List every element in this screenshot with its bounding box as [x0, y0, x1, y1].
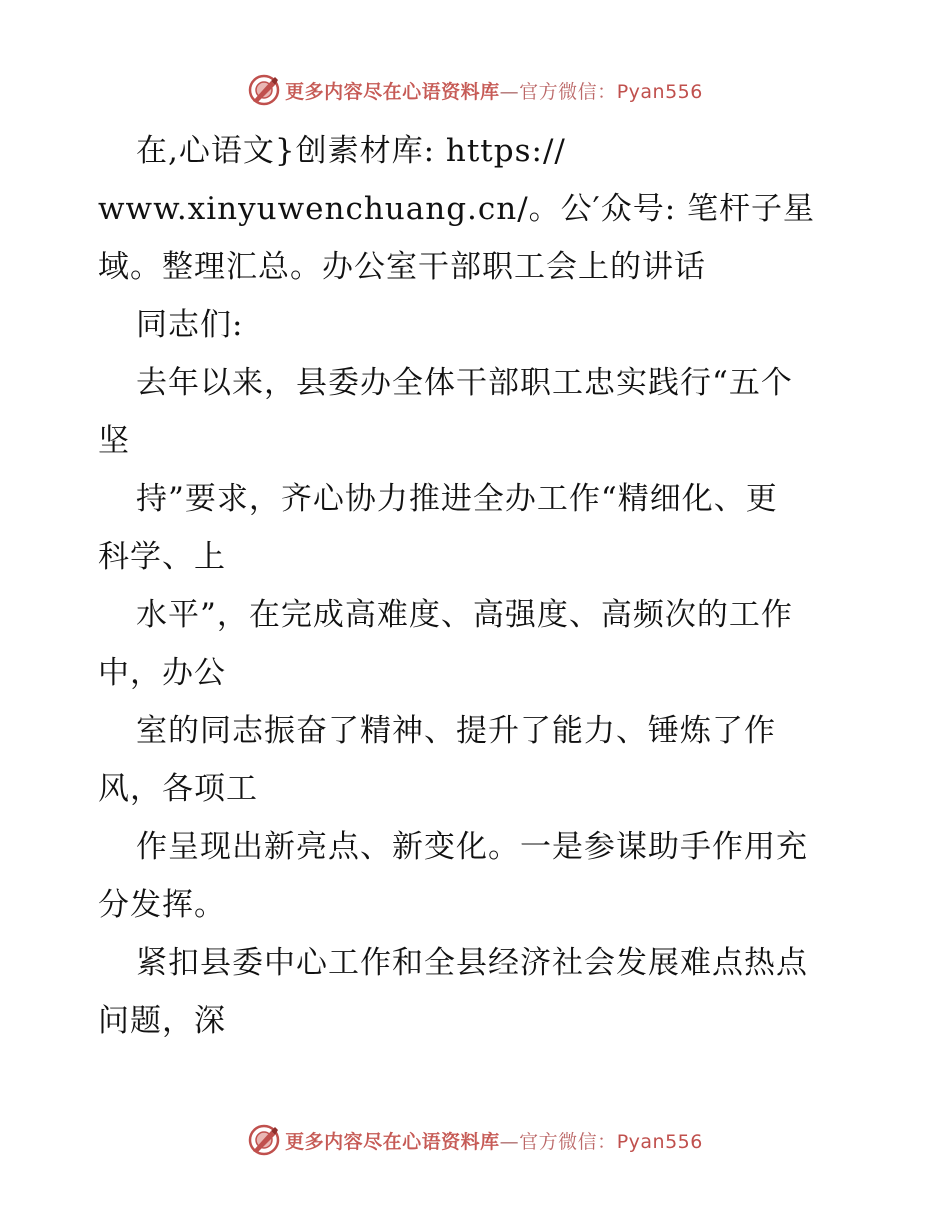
text-line: 紧扣县委中心工作和全县经济社会发展难点热点	[136, 945, 808, 981]
text-line: 作呈现出新亮点、新变化。一是参谋助手作用充	[136, 829, 808, 865]
text-line: 科学、上	[98, 539, 226, 575]
text-line: 问题，深	[98, 1003, 226, 1039]
watermark-site-name: 更多内容尽在心语资料库	[285, 1130, 500, 1153]
watermark-account: Pyan556	[616, 1130, 703, 1153]
text-line: www.xinyuwenchuang.cn/。公′众号: 笔杆子星	[98, 191, 816, 227]
text-line: 在,心语文}创素材库: https://	[136, 133, 566, 169]
text-line: 中，办公	[98, 655, 226, 691]
watermark-text	[285, 77, 703, 104]
watermark-label: 官方微信：	[519, 80, 617, 103]
text-line: 域。整理汇总。办公室干部职工会上的讲话	[98, 249, 706, 285]
text-line: 水平”，在完成高难度、高强度、高频次的工作	[136, 597, 793, 633]
watermark-dash: —	[499, 80, 520, 103]
text-line: 去年以来，县委办全体干部职工忠实践行“五个	[136, 365, 793, 401]
document-body	[98, 122, 858, 1050]
pen-logo-icon	[247, 1123, 281, 1157]
footer-watermark	[0, 1120, 950, 1160]
text-line: 室的同志振奋了精神、提升了能力、锤炼了作	[136, 713, 776, 749]
watermark-site-name: 更多内容尽在心语资料库	[285, 80, 500, 103]
watermark-text	[285, 1127, 703, 1154]
pen-logo-icon	[247, 73, 281, 107]
text-line: 风，各项工	[98, 771, 258, 807]
text-line: 坚	[98, 423, 130, 459]
watermark-label: 官方微信：	[519, 1130, 617, 1153]
salutation: 同志们:	[136, 307, 244, 343]
text-line: 分发挥。	[98, 887, 226, 923]
header-watermark	[0, 70, 950, 110]
watermark-dash: —	[499, 1130, 520, 1153]
watermark-account: Pyan556	[616, 80, 703, 103]
text-line: 持”要求，齐心协力推进全办工作“精细化、更	[136, 481, 778, 517]
